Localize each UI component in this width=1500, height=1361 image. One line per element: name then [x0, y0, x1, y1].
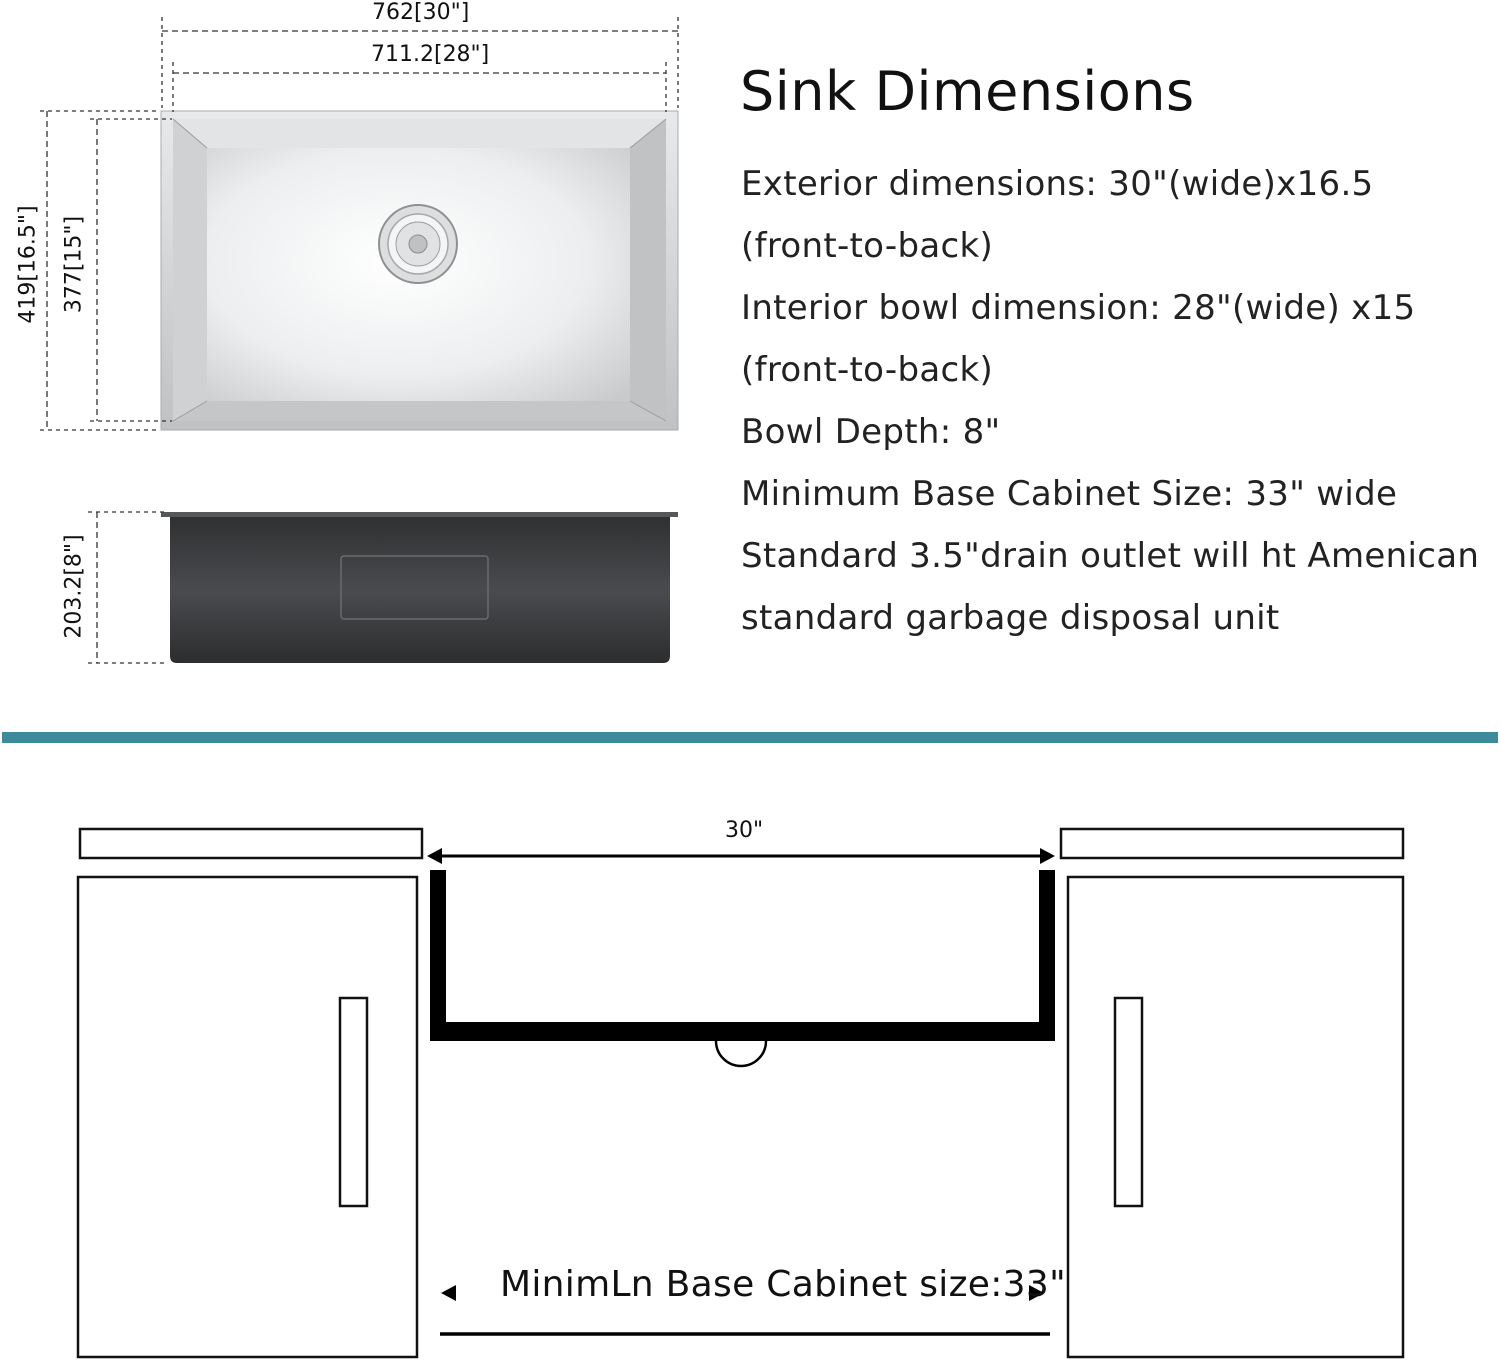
section-divider	[2, 732, 1498, 743]
drain-icon	[379, 205, 457, 283]
countertop-left	[80, 829, 422, 858]
cabinet-left	[78, 877, 417, 1357]
outer-depth-label: 419[16.5"]	[15, 205, 41, 324]
spec-title: Sink Dimensions	[740, 60, 1195, 123]
left-arrow-icon	[441, 1285, 456, 1301]
depth-dimension-lines	[40, 111, 172, 430]
sink-side-view	[161, 512, 678, 663]
spec-line: Interior bowl dimension: 28"(wide) x15	[741, 288, 1416, 328]
spec-line: (front-to-back)	[741, 226, 994, 266]
outer-width-label: 762[30"]	[372, 0, 470, 25]
spec-line: Bowl Depth: 8"	[741, 412, 1001, 452]
sink-cross-section	[430, 870, 1055, 1066]
spec-line: standard garbage disposal unit	[741, 598, 1280, 638]
sink-width-label: 30"	[725, 818, 764, 843]
cabinet-left-handle	[340, 998, 367, 1206]
inner-depth-label: 377[15"]	[61, 215, 87, 314]
cabinet-right	[1068, 877, 1403, 1357]
countertop-right	[1061, 829, 1403, 858]
cabinet-size-label: MinimLn Base Cabinet size:33"	[500, 1264, 1066, 1305]
width-arrow	[427, 848, 1055, 864]
cabinet-right-handle	[1115, 998, 1142, 1206]
spec-line: Exterior dimensions: 30"(wide)x16.5	[741, 164, 1374, 204]
height-dimension-lines	[88, 512, 168, 663]
spec-line: (front-to-back)	[741, 350, 994, 390]
height-label: 203.2[8"]	[61, 534, 87, 639]
spec-line: Minimum Base Cabinet Size: 33" wide	[741, 474, 1398, 514]
inner-width-label: 711.2[28"]	[371, 42, 490, 67]
sink-top-view	[161, 111, 678, 430]
spec-line: Standard 3.5"drain outlet will ht Amenican	[741, 536, 1480, 576]
